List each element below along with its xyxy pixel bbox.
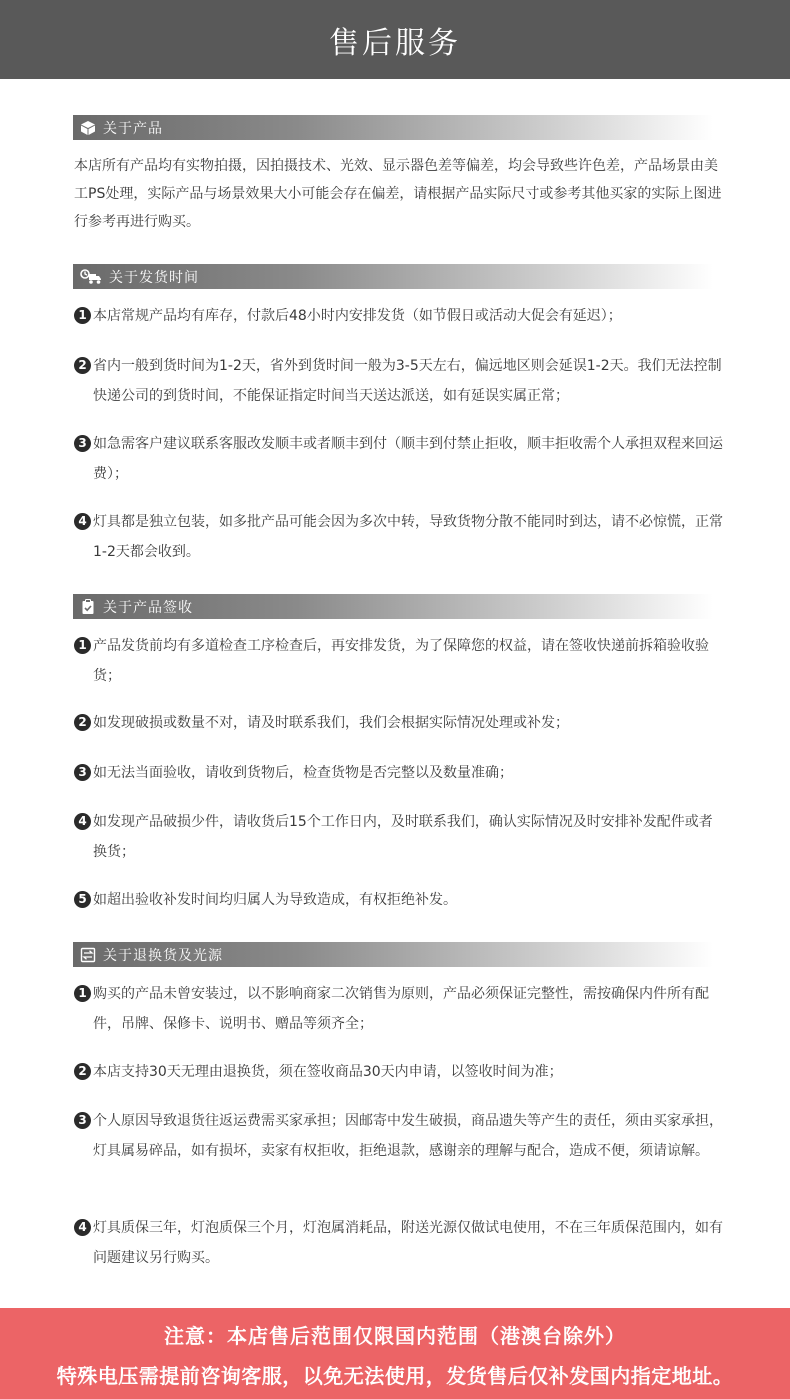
list-item — [74, 885, 726, 915]
item-text: 购买的产品未曾安装过，以不影响商家二次销售为原则，产品必须保证完整性，需按确保内件所有配件，吊牌、保修卡、说明书、赠品等须齐全； — [93, 986, 709, 1032]
list-item — [74, 507, 726, 567]
item-text: 本店支持30天无理由退换货，须在签收商品30天内申请，以签收时间为准； — [93, 1064, 563, 1080]
item-text: 如无法当面验收，请收到货物后，检查货物是否完整以及数量准确； — [93, 765, 513, 781]
section-paragraph: 本店所有产品均有实物拍摄，因拍摄技术、光效、显示器色差等偏差，均会导致些许色差，产品场景由美工PS处理，实际产品与场景效果大小可能会存在偏差，请根据产品实际尺寸或参考其他买家的实际上图进行参考再进行购买。 — [74, 158, 722, 230]
section-title: 关于发货时间 — [109, 269, 199, 286]
item-text: 灯具质保三年，灯泡质保三个月，灯泡属消耗品，附送光源仅做试电使用，不在三年质保范围内，如有问题建议另行购买。 — [93, 1220, 723, 1266]
section-title: 关于产品 — [103, 120, 163, 137]
exchange-icon — [79, 946, 97, 964]
item-text: 灯具都是独立包装，如多批产品可能会因为多次中转，导致货物分散不能同时到达，请不必惊慌，正常1-2天都会收到。 — [93, 514, 723, 560]
notice-line-2: 特殊电压需提前咨询客服，以免无法使用，发货售后仅补发国内指定地址。 — [56, 1364, 734, 1388]
item-text: 如超出验收补发时间均归属人为导致造成，有权拒绝补发。 — [93, 892, 457, 908]
box-icon — [79, 119, 97, 137]
section-header-returns — [73, 942, 713, 967]
list-item — [74, 429, 726, 489]
section-header-delivery — [73, 264, 713, 289]
section-header-signing — [73, 594, 713, 619]
list-item — [74, 1057, 726, 1087]
notice-banner — [0, 1308, 790, 1399]
list-item — [74, 758, 726, 788]
list-item — [74, 708, 726, 738]
list-item — [74, 979, 726, 1039]
number-badge: 3 — [74, 1112, 91, 1129]
number-badge: 3 — [74, 435, 91, 452]
number-badge: 2 — [74, 714, 91, 731]
page-header — [0, 0, 790, 79]
number-badge: 1 — [74, 637, 91, 654]
number-badge: 1 — [74, 985, 91, 1002]
number-badge: 4 — [74, 1219, 91, 1236]
number-badge: 1 — [74, 307, 91, 324]
list-item — [74, 1106, 726, 1166]
list-item — [74, 1213, 726, 1273]
section-title: 关于产品签收 — [103, 599, 193, 616]
notice-line-1: 注意：本店售后范围仅限国内范围（港澳台除外） — [164, 1324, 626, 1348]
section-title: 关于退换货及光源 — [103, 947, 223, 964]
list-item — [74, 807, 726, 867]
item-text: 本店常规产品均有库存，付款后48小时内安排发货（如节假日或活动大促会有延迟）； — [93, 308, 622, 324]
item-text: 个人原因导致退货往返运费需买家承担；因邮寄中发生破损，商品遗失等产生的责任，须由买家承担，灯具属易碎品，如有损坏，卖家有权拒收，拒绝退款，感谢亲的理解与配合，造成不便，须请谅解。 — [93, 1113, 723, 1159]
number-badge: 2 — [74, 1063, 91, 1080]
number-badge: 5 — [74, 891, 91, 908]
number-badge: 3 — [74, 764, 91, 781]
list-item — [74, 631, 726, 691]
item-text: 如发现产品破损少件，请收货后15个工作日内，及时联系我们，确认实际情况及时安排补发配件或者换货； — [93, 814, 713, 860]
list-item — [74, 351, 726, 411]
number-badge: 4 — [74, 813, 91, 830]
page-title: 售后服务 — [329, 25, 461, 61]
section-header-product — [73, 115, 713, 140]
number-badge: 4 — [74, 513, 91, 530]
clipboard-check-icon — [79, 598, 97, 616]
list-item — [74, 301, 726, 331]
number-badge: 2 — [74, 357, 91, 374]
item-text: 省内一般到货时间为1-2天，省外到货时间一般为3-5天左右，偏远地区则会延误1-2天。我们无法控制快递公司的到货时间，不能保证指定时间当天送达派送，如有延误实属正常； — [93, 358, 722, 404]
item-text: 如发现破损或数量不对，请及时联系我们，我们会根据实际情况处理或补发； — [93, 715, 569, 731]
delivery-truck-icon — [79, 268, 103, 286]
item-text: 如急需客户建议联系客服改发顺丰或者顺丰到付（顺丰到付禁止拒收，顺丰拒收需个人承担双程来回运费）； — [93, 436, 723, 482]
item-text: 产品发货前均有多道检查工序检查后，再安排发货，为了保障您的权益，请在签收快递前拆箱验收验货； — [93, 638, 709, 684]
